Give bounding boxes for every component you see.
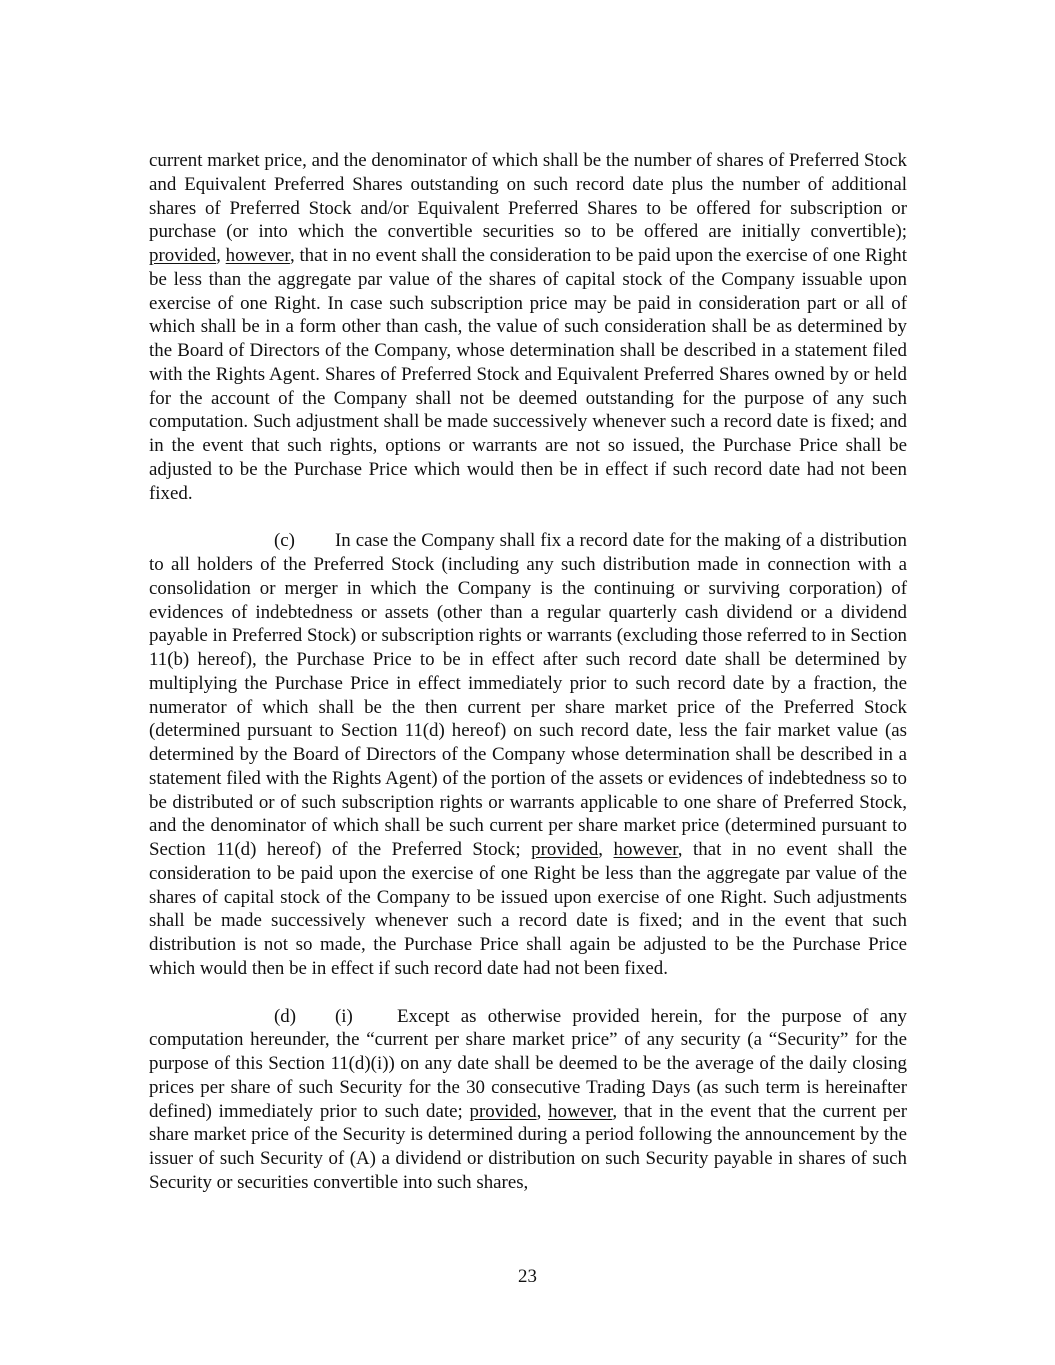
paragraph-section-c [149,529,907,980]
paragraph-text: , that in the event that the current per share market price of the Security is determined during a period following the announcement by the issuer of such Security of (A) a dividend or distribution on such Security payable in shares of such Security or securities convertible into such shares, [149,1100,907,1193]
punctuation: , [598,839,614,860]
however-term: however [548,1100,613,1122]
paragraph-text: In case the Company shall fix a record date for the making of a distribution to all holders of the Preferred Stock (including any such distribution made in connection with a consolidation or merger in which the Company is the continuing or surviving corporation) of evidences of indebtedness or assets (other than a regular quarterly cash dividend or a dividend payable in Preferred Stock) or subscription rights or warrants (excluding those referred to in Section 11(b) hereof), the Purchase Price to be in effect after such record date shall be determined by multiplying the Purchase Price in effect immediately prior to such record date by a fraction, the numerator of which shall be the then current per share market price of the Preferred Stock (determined pursuant to Section 11(d) hereof) on such record date, less the fair market value (as determined by the Board of Directors of the Company whose determination shall be described in a statement filed with the Rights Agent) of the portion of the assets or evidences of indebtedness so to be distributed or of such subscription rights or warrants applicable to one share of Preferred Stock, and the denominator of which shall be such current per share market price (determined pursuant to Section 11(d) hereof) of the Preferred Stock; [149,530,907,860]
paragraph-text: , that in no event shall the consideration to be paid upon the exercise of one Right be less than the aggregate par value of the shares of capital stock of the Company issuable upon exercise of one Right. In case such subscription price may be paid in consideration part or all of which shall be in a form other than cash, the value of such consideration shall be as determined by the Board of Directors of the Company, whose determination shall be described in a statement filed with the Rights Agent. Shares of Preferred Stock and Equivalent Preferred Shares owned by or held for the account of the Company shall not be deemed outstanding for the purpose of any such computation. Such adjustment shall be made successively whenever such a record date is fixed; and in the event that such rights, options or warrants are not so issued, the Purchase Price shall be adjusted to be the Purchase Price which would then be in effect if such record date had not been fixed. [149,245,907,504]
provided-term: provided [149,245,217,266]
paragraph-text: current market price, and the denominator of which shall be the number of shares of Preferred Stock and Equivalent Preferred Shares outstanding on such record date plus the number of additional shares of Preferred Stock and/or Equivalent Preferred Shares to be offered for subscription or purchase (or into which the convertible securities so to be offered are initially convertible); [149,150,907,243]
paragraph-continuation [149,149,907,505]
paragraph-text: , that in no event shall the consideration to be paid upon the exercise of one Right be less than the aggregate par value of the shares of capital stock of the Company to be issued upon exercise of one Right. Such adjustments shall be made successively whenever such a record date is fixed; and in the event that such distribution is not so made, the Purchase Price shall again be adjusted to be the Purchase Price which would then be in effect if such record date had not been fixed. [149,839,907,979]
punctuation: , [536,1100,549,1122]
subsection-label-i: (i) [335,1005,353,1027]
however-term: however [613,839,678,860]
section-label-c: (c) [274,530,295,552]
however-term: however [225,245,290,266]
provided-term: provided [531,839,599,860]
document-body [149,149,907,1195]
paragraph-section-d-i [149,1005,907,1195]
punctuation: , [216,245,226,266]
page-number: 23 [518,1266,537,1287]
provided-term: provided [469,1100,537,1122]
section-label-d: (d) [274,1005,297,1027]
paragraph-text: Except as otherwise provided herein, for the purpose of any computation hereunder, the “current per share market price” of any security (a “Security” for the purpose of this Section 11(d)(i)) on any date shall be deemed to be the average of the daily closing prices per share of such Security for the 30 consecutive Trading Days (as such term is hereinafter defined) immediately prior to such date; [149,1005,907,1122]
